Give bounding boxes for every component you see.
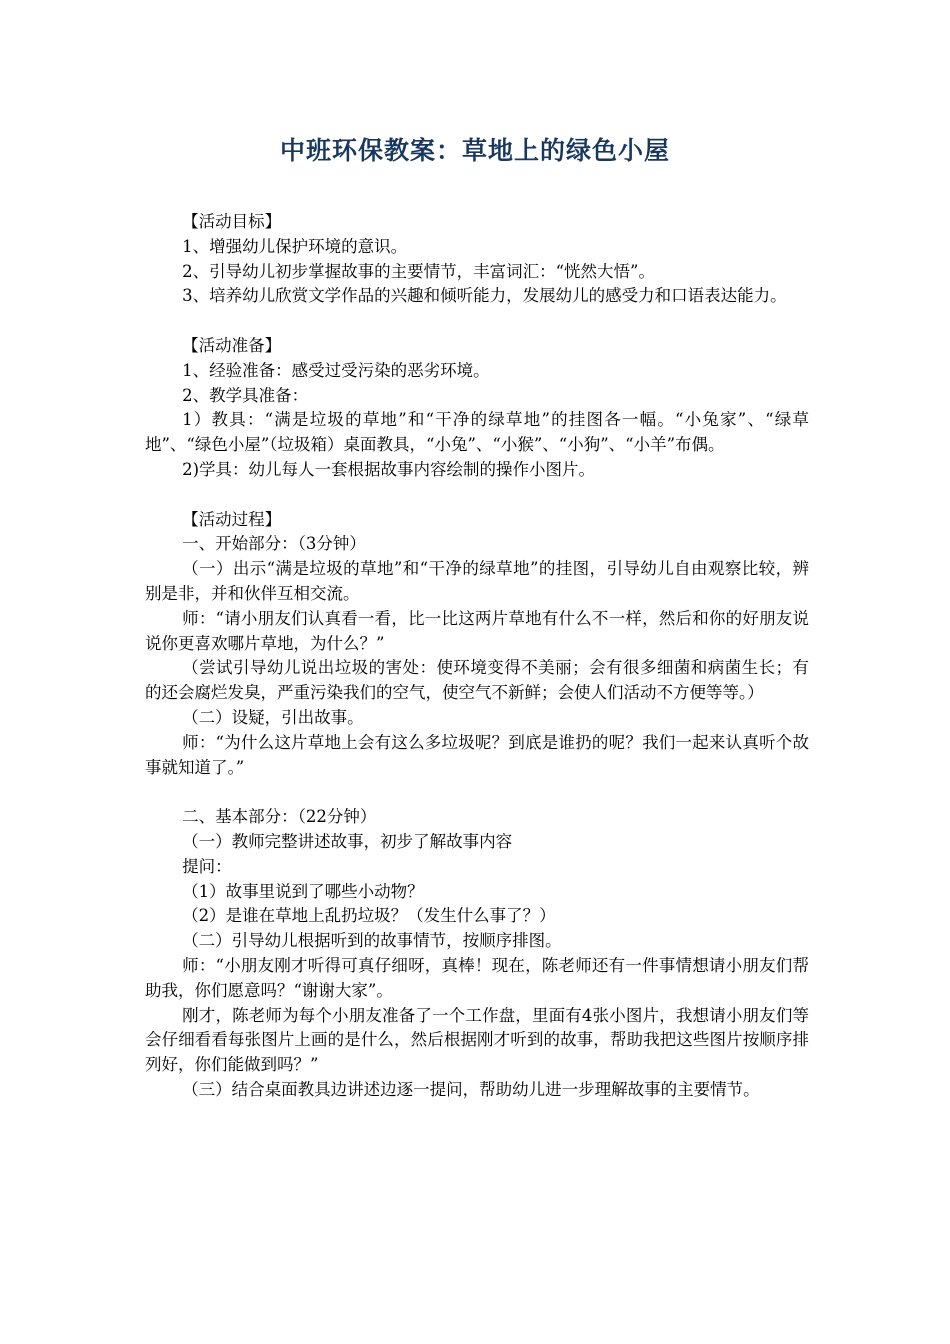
paragraph: 一、开始部分：（3分钟） xyxy=(182,534,366,554)
section-heading-process: 【活动过程】 xyxy=(182,509,282,529)
paragraph: 3、培养幼儿欣赏文学作品的兴趣和倾听能力，发展幼儿的感受力和口语表达能力。 xyxy=(182,286,787,306)
paragraph: （尝试引导幼儿说出垃圾的害处：使环境变得不美丽；会有很多细菌和病菌生长；有的还会腐烂发臭，严重污染我们的空气，使空气不新鲜；会使人们活动不方便等等。） xyxy=(145,658,809,703)
paragraph: （1）故事里说到了哪些小动物？ xyxy=(182,881,424,901)
paragraph: 2、引导幼儿初步掌握故事的主要情节，丰富词汇：“恍然大悟”。 xyxy=(182,261,655,281)
paragraph: （三）结合桌面教具边讲述边逐一提问，帮助幼儿进一步理解故事的主要情节。 xyxy=(182,1079,760,1099)
section-heading-preparation: 【活动准备】 xyxy=(182,335,282,355)
paragraph: 1、增强幼儿保护环境的意识。 xyxy=(182,236,408,256)
paragraph: （一）教师完整讲述故事，初步了解故事内容 xyxy=(182,831,513,851)
paragraph: 刚才，陈老师为每个小朋友准备了一个工作盘，里面有4张小图片，我想请小朋友们等会仔细看看每张图片上画的是什么，然后根据刚才听到的故事，帮助我把这些图片按顺序排列好，你们能做到吗？” xyxy=(145,1005,809,1075)
paragraph: （一）出示“满是垃圾的草地”和“干净的绿草地”的挂图，引导幼儿自由观察比较，辨别是非，并和伙伴互相交流。 xyxy=(145,559,809,603)
paragraph: 1、经验准备：感受过受污染的恶劣环境。 xyxy=(182,360,490,380)
paragraph: 二、基本部分：（22分钟） xyxy=(182,807,377,827)
document-title: 中班环保教案：草地上的绿色小屋 xyxy=(279,136,670,165)
paragraph: 师：“为什么这片草地上会有这么多垃圾呢？到底是谁扔的呢？我们一起来认真听个故事就知道了。” xyxy=(145,732,809,777)
paragraph: 师：“请小朋友们认真看一看，比一比这两片草地有什么不一样，然后和你的好朋友说说你更喜欢哪片草地，为什么？” xyxy=(145,608,809,653)
paragraph: 师：“小朋友刚才听得可真仔细呀，真棒！现在，陈老师还有一件事情想请小朋友们帮助我，你们愿意吗？“谢谢大家”。 xyxy=(145,955,809,1000)
paragraph: 2)学具：幼儿每人一套根据故事内容绘制的操作小图片。 xyxy=(182,459,596,479)
section-heading-goals: 【活动目标】 xyxy=(182,212,282,231)
paragraph: 2、教学具准备： xyxy=(182,385,309,405)
document-body xyxy=(145,210,809,1103)
paragraph: 提问： xyxy=(182,856,232,876)
paragraph: （二）引导幼儿根据听到的故事情节，按顺序排图。 xyxy=(182,931,562,951)
paragraph: （2）是谁在草地上乱扔垃圾？（发生什么事了？） xyxy=(182,906,556,926)
paragraph: （二）设疑，引出故事。 xyxy=(182,707,364,727)
paragraph: 1）教具：“满是垃圾的草地”和“干净的绿草地”的挂图各一幅。“小兔家”、“绿草地”、“绿色小屋”（垃圾箱）桌面教具，“小兔”、“小猴”、“小狗”、“小羊”布偶。 xyxy=(145,410,809,455)
